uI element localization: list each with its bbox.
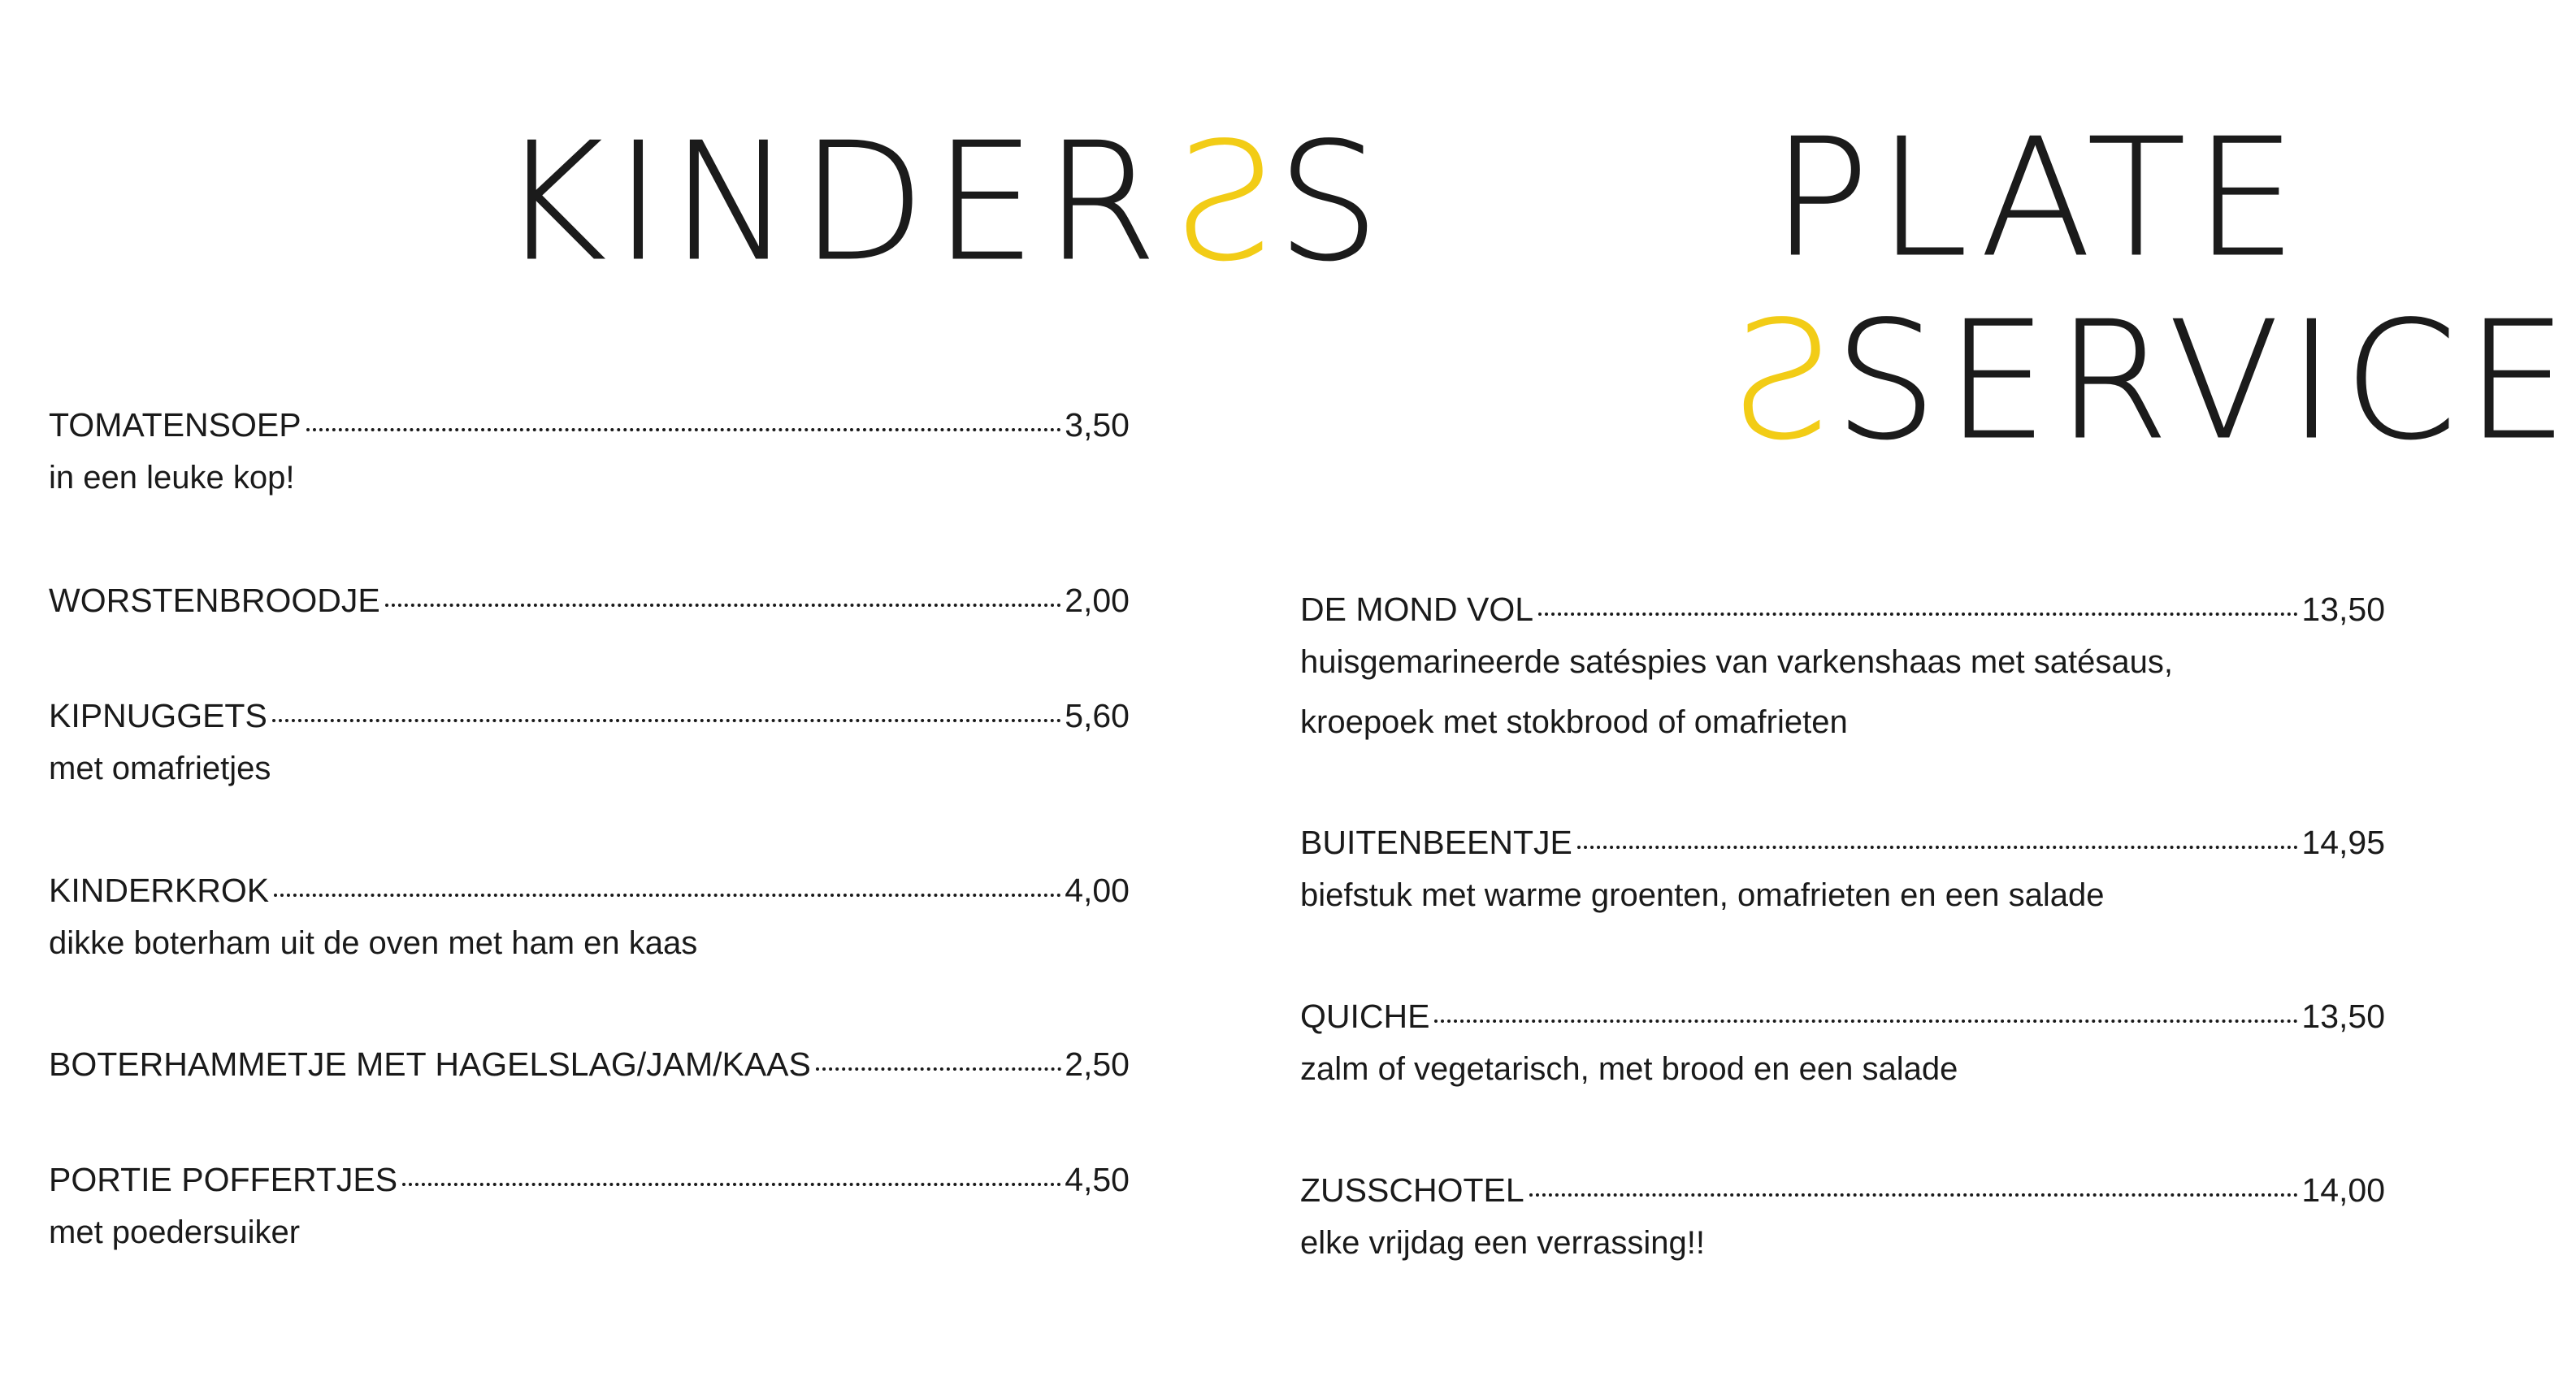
item-name: DE MOND VOL [1300,591,1534,628]
menu-item-zusschotel [1300,1167,2385,1273]
item-description: huisgemarineerde satéspies van varkenshaas met satésaus, [1300,644,2173,680]
menu-item-quiche [1300,994,2385,1099]
kinder-heading [500,108,1388,297]
menu-item-de-mond-vol [1300,587,2385,752]
item-price: 3,50 [1065,406,1130,444]
item-description: biefstuk met warme groenten, omafrieten en een salade [1300,877,2105,913]
item-name: KIPNUGGETS [49,697,267,734]
item-name: PORTIE POFFERTJES [49,1161,398,1198]
item-description: met poedersuiker [49,1214,301,1250]
plate-heading-line1: PLATE [1772,104,2305,293]
item-description: in een leuke kop! [49,460,295,496]
dot-leader [1529,1193,2299,1197]
plate-heading-line2 [1723,287,2576,476]
menu-item-portie-poffertjes [49,1157,1130,1262]
dot-leader [385,604,1061,607]
item-price: 5,60 [1065,697,1130,734]
plate-heading-accent-letter: S [1723,287,1834,476]
item-name: QUICHE [1300,998,1430,1035]
item-price: 13,50 [2301,998,2385,1035]
item-price: 14,00 [2301,1171,2385,1209]
item-price: 2,00 [1065,582,1130,619]
dot-leader [306,428,1062,431]
item-name: ZUSSCHOTEL [1300,1171,1524,1209]
dot-leader [816,1067,1061,1071]
item-price: 4,50 [1065,1161,1130,1198]
menu-item-tomatensoep [49,402,1130,508]
item-description: zalm of vegetarisch, met brood en een salade [1300,1051,1958,1087]
plate-heading-service: SERVICE [1833,287,2576,476]
menu-item-boterhammetje [49,1041,1130,1087]
dot-leader [272,719,1061,722]
item-description: kroepoek met stokbrood of omafrieten [1300,704,1848,740]
kinder-heading-main: KINDER [500,108,1166,297]
item-price: 13,50 [2301,591,2385,628]
item-price: 14,95 [2301,824,2385,861]
kinder-heading-accent-letter: S [1165,108,1277,297]
kinder-heading-end: S [1277,108,1388,297]
item-name: WORSTENBROODJE [49,582,380,619]
item-price: 2,50 [1065,1045,1130,1083]
dot-leader [1434,1020,2298,1023]
item-name: TOMATENSOEP [49,406,301,444]
menu-item-buitenbeentje [1300,820,2385,925]
item-price: 4,00 [1065,872,1130,909]
item-description: dikke boterham uit de oven met ham en kaas [49,925,698,961]
dot-leader [402,1183,1061,1186]
item-name: BUITENBEENTJE [1300,824,1572,861]
dot-leader [1538,613,2298,616]
menu-item-kipnuggets [49,693,1130,799]
menu-item-kinderkrok [49,868,1130,973]
menu-item-worstenbroodje [49,578,1130,623]
item-name: KINDERKROK [49,872,270,909]
item-description: met omafrietjes [49,751,271,786]
dot-leader [274,894,1061,897]
dot-leader [1577,846,2299,849]
item-description: elke vrijdag een verrassing!! [1300,1225,1706,1261]
item-name: BOTERHAMMETJE MET HAGELSLAG/JAM/KAAS [49,1045,811,1083]
